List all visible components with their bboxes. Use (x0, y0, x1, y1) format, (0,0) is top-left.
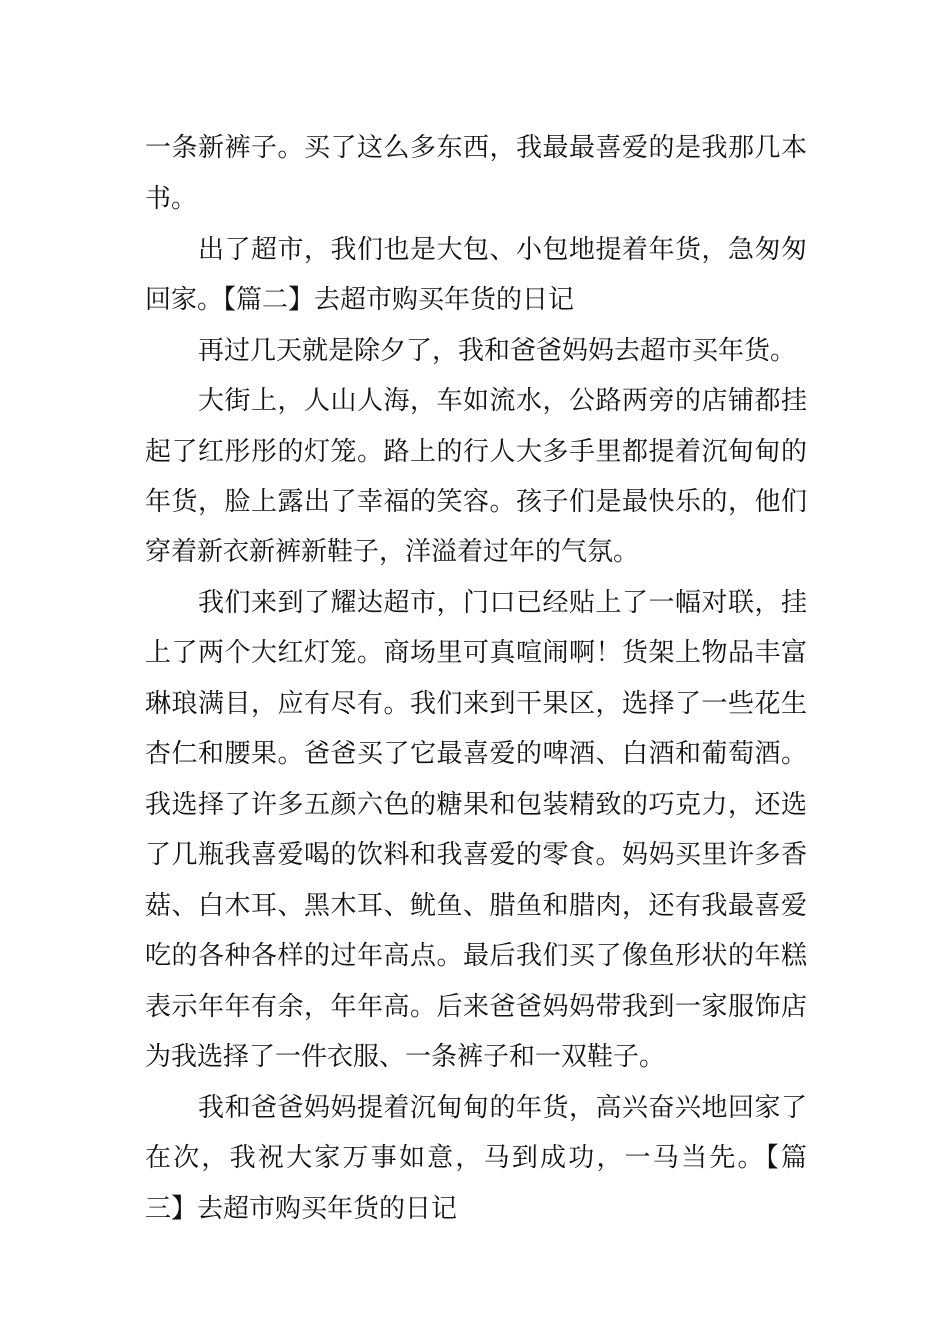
text-line: 穿着新衣新裤新鞋子，洋溢着过年的气氛。 (145, 537, 640, 567)
text-line: 我选择了许多五颜六色的糖果和包装精致的巧克力，还选 (145, 790, 807, 820)
text-line: 表示年年有余，年年高。后来爸爸妈妈带我到一家服饰店 (145, 992, 807, 1022)
paragraph-first-line: 再过几天就是除夕了，我和爸爸妈妈去超市买年货。 (198, 336, 797, 366)
text-line: 年货，脸上露出了幸福的笑容。孩子们是最快乐的，他们 (145, 487, 807, 517)
text-line: 上了两个大红灯笼。商场里可真喧闹啊！货架上物品丰富 (145, 638, 807, 668)
text-line: 回家。【篇二】去超市购买年货的日记 (145, 285, 575, 315)
text-line: 一条新裤子。买了这么多东西，我最最喜爱的是我那几本 (145, 133, 807, 163)
text-line: 三】去超市购买年货的日记 (145, 1194, 458, 1224)
text-line: 了几瓶我喜爱喝的饮料和我喜爱的零食。妈妈买里许多香 (145, 840, 807, 870)
text-line: 吃的各种各样的过年高点。最后我们买了像鱼形状的年糕 (145, 941, 807, 971)
paragraph-first-line: 我和爸爸妈妈提着沉甸甸的年货，高兴奋兴地回家了 (198, 1093, 807, 1123)
paragraph-first-line: 大街上，人山人海，车如流水，公路两旁的店铺都挂 (198, 386, 807, 416)
text-line: 菇、白木耳、黑木耳、鱿鱼、腊鱼和腊肉，还有我最喜爱 (145, 891, 807, 921)
text-line: 起了红彤彤的灯笼。路上的行人大多手里都提着沉甸甸的 (145, 437, 807, 467)
text-line: 在次，我祝大家万事如意，马到成功，一马当先。【篇 (145, 1143, 807, 1173)
text-line: 杏仁和腰果。爸爸买了它最喜爱的啤酒、白酒和葡萄酒。 (145, 739, 807, 769)
text-line: 为我选择了一件衣服、一条裤子和一双鞋子。 (145, 1042, 666, 1072)
text-line: 琳琅满目，应有尽有。我们来到干果区，选择了一些花生 (145, 689, 807, 719)
text-line: 书。 (145, 184, 198, 214)
paragraph-first-line: 我们来到了耀达超市，门口已经贴上了一幅对联，挂 (198, 588, 807, 618)
paragraph-first-line: 出了超市，我们也是大包、小包地提着年货，急匆匆 (198, 235, 807, 265)
